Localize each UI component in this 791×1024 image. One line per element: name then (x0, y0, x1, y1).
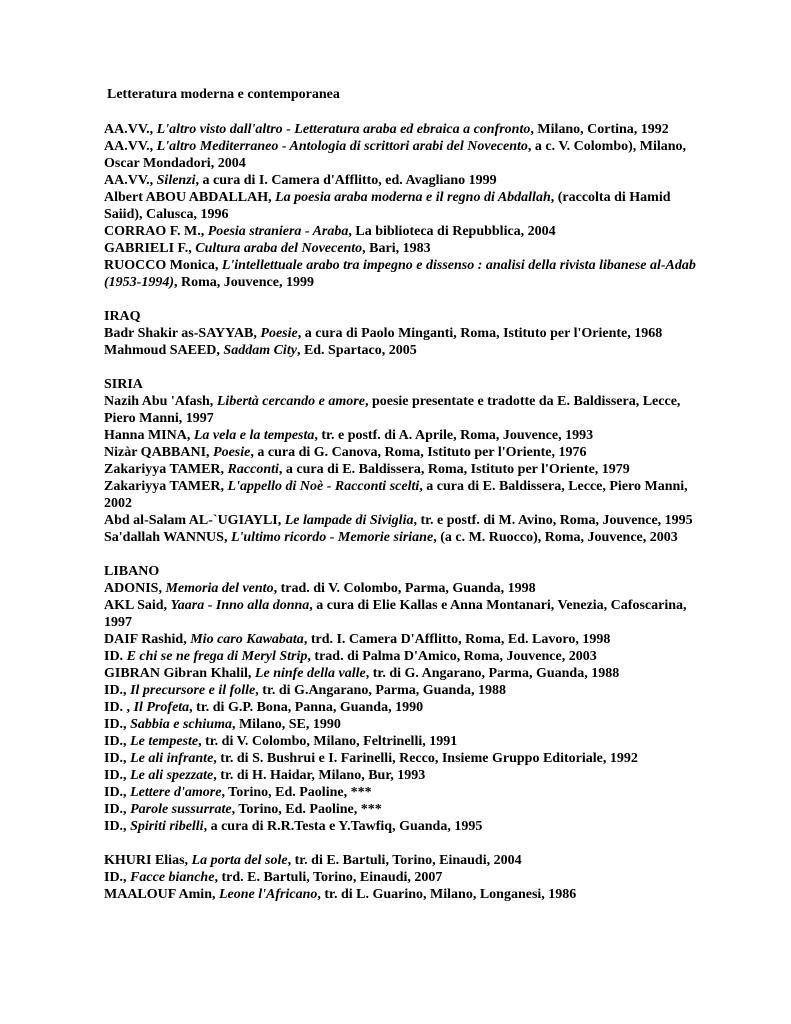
bibliography-entry (104, 597, 704, 631)
entry-author: Abd al-Salam AL-`UGIAYLI, (104, 513, 282, 528)
entry-publication: , Roma, Jouvence, 1999 (174, 275, 314, 290)
bibliography-entry (104, 512, 704, 529)
entry-publication: , a cura di E. Baldissera, Lecce, Piero Manni, 2002 (104, 479, 688, 511)
entry-publication: , tr. di S. Bushrui e I. Farinelli, Recco, Insieme Gruppo Editoriale, 1992 (213, 751, 638, 766)
entry-title: Le ali spezzate (130, 768, 214, 783)
bibliography-entry (104, 818, 704, 835)
entry-author: DAIF Rashid, (104, 632, 187, 647)
entry-title: L'ultimo ricordo - Memorie siriane (230, 530, 434, 545)
entry-title: Parole sussurrate (130, 802, 232, 817)
bibliography-entry (104, 138, 704, 172)
entry-publication: , Torino, Ed. Paoline, *** (221, 785, 372, 800)
entry-title: Le tempeste (130, 734, 199, 749)
entry-author: Nizàr QABBANI, (104, 445, 210, 460)
entry-title: Mio caro Kawabata (190, 632, 304, 647)
entry-publication: , a cura di G. Canova, Roma, Istituto per l'Oriente, 1976 (250, 445, 587, 460)
entry-title: Poesie (213, 445, 251, 460)
bibliography-entry (104, 852, 704, 869)
entry-author: ID. (104, 649, 124, 664)
entry-author: AA.VV., (104, 139, 154, 154)
entry-publication: , tr. di H. Haidar, Milano, Bur, 1993 (213, 768, 426, 783)
entry-author: ID., (104, 751, 127, 766)
entry-publication: , Ed. Spartaco, 2005 (296, 343, 417, 358)
entry-title: L'intellettuale arabo tra impegno e dissenso : analisi della rivista libanese al-Adab (1953-1994) (104, 258, 696, 290)
bibliography-entry (104, 648, 704, 665)
bibliography-entry (104, 325, 704, 342)
section-title: IRAQ (104, 309, 141, 324)
entry-author: ID., (104, 683, 127, 698)
entry-author: Nazih Abu 'Afash, (104, 394, 214, 409)
entry-author: ID. , (104, 700, 131, 715)
bibliography-entry (104, 240, 704, 257)
entry-title: Sabbia e schiuma (130, 717, 232, 732)
entry-title: Poesie (260, 326, 298, 341)
entry-title: Il Profeta (133, 700, 190, 715)
entry-title: La poesia araba moderna e il regno di Abdallah (275, 190, 551, 205)
bibliography-section (104, 563, 704, 835)
bibliography-entry (104, 342, 704, 359)
bibliography-body (104, 121, 704, 920)
bibliography-entry (104, 716, 704, 733)
entry-author: ID., (104, 734, 127, 749)
entry-publication: , a cura di Paolo Minganti, Roma, Istituto per l'Oriente, 1968 (297, 326, 663, 341)
bibliography-entry (104, 121, 704, 138)
entry-publication: , poesie presentate e tradotte da E. Baldissera, Lecce, Piero Manni, 1997 (104, 394, 681, 426)
bibliography-entry (104, 223, 704, 240)
bibliography-entry (104, 631, 704, 648)
entry-title: Le lampade di Siviglia (284, 513, 414, 528)
entry-publication: , a c. V. Colombo), Milano, Oscar Mondadori, 2004 (104, 139, 687, 171)
entry-publication: , La biblioteca di Repubblica, 2004 (348, 224, 556, 239)
entry-title: Il precursore e il folle (130, 683, 256, 698)
bibliography-entry (104, 682, 704, 699)
entry-title: L'altro Mediterraneo - Antologia di scrittori arabi del Novecento (156, 139, 528, 154)
entry-publication: , trd. I. Camera D'Afflitto, Roma, Ed. Lavoro, 1998 (303, 632, 611, 647)
entry-title: Silenzi (156, 173, 196, 188)
bibliography-entry (104, 580, 704, 597)
entry-publication: , Bari, 1983 (362, 241, 431, 256)
entry-publication: , tr. di E. Bartuli, Torino, Einaudi, 2004 (287, 853, 522, 868)
entry-author: Zakariyya TAMER, (104, 462, 225, 477)
entry-author: AA.VV., (104, 173, 154, 188)
entry-publication: , (a c. M. Ruocco), Roma, Jouvence, 2003 (433, 530, 678, 545)
bibliography-entry (104, 427, 704, 444)
entry-publication: , a cura di Elie Kallas e Anna Montanari, Venezia, Cafoscarina, 1997 (104, 598, 687, 630)
entry-publication: , tr. e postf. di M. Avino, Roma, Jouvence, 1995 (413, 513, 693, 528)
entry-title: Cultura araba del Novecento (195, 241, 363, 256)
entry-publication: , tr. di G. Angarano, Parma, Guanda, 1988 (365, 666, 620, 681)
entry-title: Spiriti ribelli (130, 819, 204, 834)
bibliography-entry (104, 257, 704, 291)
entry-author: ADONIS, (104, 581, 162, 596)
entry-title: L'altro visto dall'altro - Letteratura araba ed ebraica a confronto (156, 122, 531, 137)
entry-title: La vela e la tempesta (193, 428, 315, 443)
section-title: LIBANO (104, 564, 160, 579)
entry-publication: , Milano, SE, 1990 (231, 717, 341, 732)
entry-author: ID., (104, 819, 127, 834)
entry-author: KHURI Elias, (104, 853, 189, 868)
entry-publication: , a cura di I. Camera d'Afflitto, ed. Avagliano 1999 (195, 173, 497, 188)
bibliography-entry (104, 172, 704, 189)
entry-author: Badr Shakir as-SAYYAB, (104, 326, 257, 341)
entry-author: GABRIELI F., (104, 241, 192, 256)
entry-publication: , (raccolta di Hamid Saiid), Calusca, 1996 (104, 190, 671, 222)
entry-author: ID., (104, 870, 127, 885)
page-heading: Letteratura moderna e contemporanea (107, 87, 340, 102)
entry-title: Racconti (227, 462, 279, 477)
entry-publication: , tr. di G.Angarano, Parma, Guanda, 1988 (255, 683, 507, 698)
bibliography-section (104, 121, 704, 291)
bibliography-entry (104, 750, 704, 767)
entry-title: La porta del sole (191, 853, 288, 868)
bibliography-entry (104, 784, 704, 801)
bibliography-section (104, 308, 704, 359)
entry-author: ID., (104, 717, 127, 732)
bibliography-entry (104, 529, 704, 546)
bibliography-entry (104, 444, 704, 461)
bibliography-entry (104, 189, 704, 223)
bibliography-entry (104, 461, 704, 478)
entry-publication: , tr. di L. Guarino, Milano, Longanesi, 1986 (317, 887, 577, 902)
entry-publication: , tr. e postf. di A. Aprile, Roma, Jouvence, 1993 (314, 428, 594, 443)
entry-publication: , tr. di G.P. Bona, Panna, Guanda, 1990 (189, 700, 424, 715)
entry-title: Memoria del vento (165, 581, 274, 596)
bibliography-entry (104, 699, 704, 716)
entry-author: AA.VV., (104, 122, 154, 137)
entry-author: AKL Said, (104, 598, 168, 613)
entry-publication: , tr. di V. Colombo, Milano, Feltrinelli, 1991 (198, 734, 458, 749)
entry-title: L'appello di Noè - Racconti scelti (227, 479, 420, 494)
entry-publication: , trd. E. Bartuli, Torino, Einaudi, 2007 (214, 870, 443, 885)
entry-title: Libertà cercando e amore (216, 394, 365, 409)
bibliography-entry (104, 767, 704, 784)
entry-author: GIBRAN Gibran Khalil, (104, 666, 252, 681)
entry-author: Mahmoud SAEED, (104, 343, 220, 358)
entry-author: Albert ABOU ABDALLAH, (104, 190, 272, 205)
section-title: SIRIA (104, 377, 143, 392)
entry-author: RUOCCO Monica, (104, 258, 219, 273)
entry-title: Le ali infrante (130, 751, 214, 766)
entry-publication: , trad. di V. Colombo, Parma, Guanda, 1998 (273, 581, 536, 596)
entry-author: ID., (104, 802, 127, 817)
entry-publication: , trad. di Palma D'Amico, Roma, Jouvence, 2003 (307, 649, 597, 664)
entry-title: Leone l'Africano (218, 887, 318, 902)
entry-author: MAALOUF Amin, (104, 887, 216, 902)
entry-title: E chi se ne frega di Meryl Strip (126, 649, 308, 664)
bibliography-entry (104, 393, 704, 427)
bibliography-section (104, 376, 704, 546)
entry-publication: , a cura di E. Baldissera, Roma, Istituto per l'Oriente, 1979 (278, 462, 630, 477)
bibliography-entry (104, 665, 704, 682)
entry-title: Le ninfe della valle (254, 666, 366, 681)
entry-title: Saddam City (223, 343, 297, 358)
bibliography-entry (104, 869, 704, 886)
entry-author: ID., (104, 768, 127, 783)
bibliography-section (104, 852, 704, 903)
entry-title: Facce bianche (130, 870, 215, 885)
entry-publication: , Torino, Ed. Paoline, *** (231, 802, 382, 817)
entry-author: Hanna MINA, (104, 428, 191, 443)
entry-author: CORRAO F. M., (104, 224, 205, 239)
entry-publication: , Milano, Cortina, 1992 (530, 122, 669, 137)
bibliography-entry (104, 478, 704, 512)
bibliography-entry (104, 886, 704, 903)
entry-title: Lettere d'amore (130, 785, 222, 800)
entry-title: Poesia straniera - Araba (207, 224, 349, 239)
bibliography-entry (104, 733, 704, 750)
bibliography-entry (104, 801, 704, 818)
entry-title: Yaara - Inno alla donna (170, 598, 310, 613)
entry-author: Sa'dallah WANNUS, (104, 530, 228, 545)
entry-author: ID., (104, 785, 127, 800)
entry-publication: , a cura di R.R.Testa e Y.Tawfiq, Guanda, 1995 (203, 819, 483, 834)
entry-author: Zakariyya TAMER, (104, 479, 225, 494)
